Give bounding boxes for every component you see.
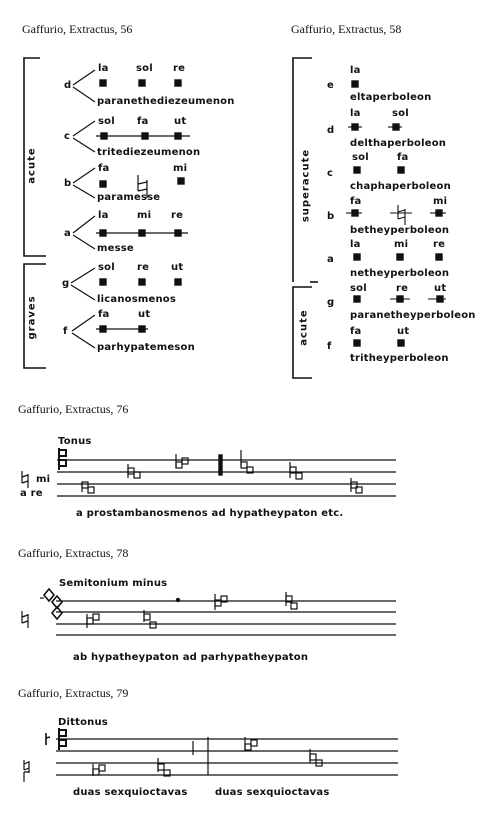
voice-name: betheyperboleon xyxy=(350,225,450,236)
example-title: Dittonus xyxy=(58,717,108,728)
syllable: mi xyxy=(433,196,448,207)
voice-name: paranethediezeumenon xyxy=(97,96,235,107)
note xyxy=(352,81,358,87)
syllable: fa xyxy=(98,163,110,174)
group-label-superacute: superacute xyxy=(300,148,312,223)
syllable: ut xyxy=(138,309,151,320)
syllable: fa xyxy=(98,309,110,320)
note xyxy=(100,181,106,187)
note xyxy=(100,230,106,236)
group-label-acute: acute xyxy=(298,309,310,346)
note xyxy=(100,80,106,86)
note xyxy=(139,326,145,332)
syllable: fa xyxy=(397,152,409,163)
note xyxy=(100,279,106,285)
note xyxy=(354,296,360,302)
syllable: la xyxy=(350,108,361,119)
voice-name: chaphaperboleon xyxy=(350,181,451,192)
caption-78: Gaffurio, Extractus, 78 xyxy=(18,546,129,560)
note xyxy=(354,340,360,346)
note xyxy=(139,279,145,285)
row-letter: b xyxy=(64,178,72,189)
syllable: ut xyxy=(171,262,184,273)
syllable: sol xyxy=(98,116,115,127)
syllable: sol xyxy=(350,283,367,294)
syllable: re xyxy=(433,239,446,250)
note xyxy=(352,124,358,130)
row-letter: e xyxy=(327,80,334,91)
syllable: ut xyxy=(434,283,447,294)
example-title: Semitonium minus xyxy=(59,578,168,589)
syllable: sol xyxy=(352,152,369,163)
note xyxy=(175,279,181,285)
note xyxy=(100,326,106,332)
voice-name: delthaperboleon xyxy=(350,138,447,149)
row-letter: c xyxy=(327,168,334,179)
group-label-acute: acute xyxy=(26,147,38,184)
syllable: la xyxy=(350,65,361,76)
syllable: mi xyxy=(137,210,152,221)
voice-name: parhypatemeson xyxy=(97,342,195,353)
voice-name: messe xyxy=(97,243,134,254)
note xyxy=(175,133,181,139)
note xyxy=(139,230,145,236)
example-text: ab hypatheypaton ad parhypatheypaton xyxy=(73,652,309,663)
note xyxy=(354,167,360,173)
left-label: mi xyxy=(36,474,51,485)
syllable: mi xyxy=(394,239,409,250)
note xyxy=(398,167,404,173)
voice-name: tritheyperboleon xyxy=(350,353,449,364)
row-letter: a xyxy=(327,254,334,265)
example-text: duas sexquioctavas xyxy=(215,787,330,798)
note xyxy=(436,254,442,260)
syllable: fa xyxy=(350,326,362,337)
row-letter: f xyxy=(327,341,332,352)
voice-name: tritediezeumenon xyxy=(97,147,201,158)
note xyxy=(175,80,181,86)
left-label: a re xyxy=(20,488,43,499)
syllable: ut xyxy=(397,326,410,337)
note xyxy=(397,296,403,302)
example-text: duas sexquioctavas xyxy=(73,787,188,798)
note xyxy=(101,133,107,139)
syllable: fa xyxy=(350,196,362,207)
voice-name: licanosmenos xyxy=(97,294,177,305)
syllable: la xyxy=(350,239,361,250)
note xyxy=(352,210,358,216)
syllable: ut xyxy=(174,116,187,127)
note xyxy=(178,178,184,184)
row-letter: g xyxy=(62,278,70,289)
example-text: a prostambanosmenos ad hypatheypaton etc. xyxy=(76,508,344,519)
note xyxy=(398,340,404,346)
caption-56: Gaffurio, Extractus, 56 xyxy=(22,22,133,36)
syllable: fa xyxy=(137,116,149,127)
caption-76: Gaffurio, Extractus, 76 xyxy=(18,402,129,416)
row-letter: g xyxy=(327,297,335,308)
row-letter: a xyxy=(64,228,71,239)
syllable: mi xyxy=(173,163,188,174)
voice-name: eltaperboleon xyxy=(350,92,432,103)
syllable: re xyxy=(171,210,184,221)
syllable: sol xyxy=(392,108,409,119)
group-label-graves: graves xyxy=(26,295,38,340)
syllable: sol xyxy=(98,262,115,273)
note xyxy=(437,296,443,302)
note xyxy=(142,133,148,139)
syllable: la xyxy=(98,63,109,74)
voice-name: paranetheyperboleon xyxy=(350,310,476,321)
syllable: re xyxy=(396,283,409,294)
note xyxy=(139,80,145,86)
voice-name: paramesse xyxy=(97,192,161,203)
caption-79: Gaffurio, Extractus, 79 xyxy=(18,686,129,700)
syllable: re xyxy=(173,63,186,74)
caption-58: Gaffurio, Extractus, 58 xyxy=(291,22,402,36)
voice-name: netheyperboleon xyxy=(350,268,450,279)
row-letter: c xyxy=(64,131,71,142)
note xyxy=(175,230,181,236)
syllable: sol xyxy=(136,63,153,74)
note xyxy=(393,124,399,130)
note xyxy=(436,210,442,216)
note xyxy=(354,254,360,260)
row-letter: b xyxy=(327,211,335,222)
example-title: Tonus xyxy=(58,436,92,447)
row-letter: f xyxy=(63,326,68,337)
syllable: la xyxy=(98,210,109,221)
note xyxy=(397,254,403,260)
syllable: re xyxy=(137,262,150,273)
row-letter: d xyxy=(64,80,72,91)
row-letter: d xyxy=(327,125,335,136)
